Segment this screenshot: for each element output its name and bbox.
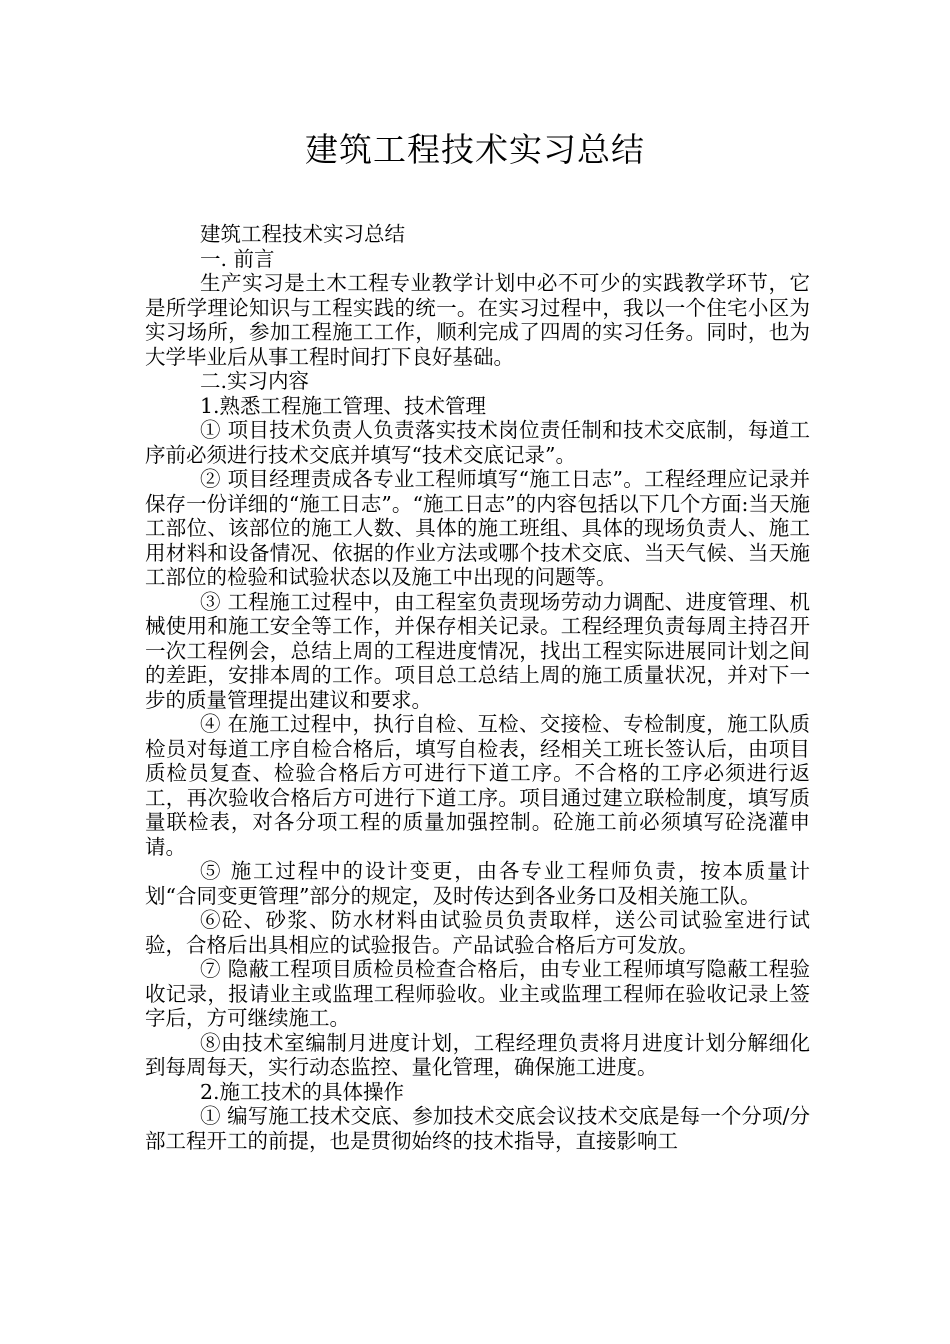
paragraph-item-6: ⑥砼、砂浆、防水材料由试验员负责取样，送公司试验室进行试验，合格后出具相应的试验报告。产品试验合格后方可发放。 [145,908,810,957]
paragraph-item-5: ⑤ 施工过程中的设计变更，由各专业工程师负责，按本质量计划“合同变更管理”部分的规定，及时传达到各业务口及相关施工队。 [145,859,810,908]
paragraph-item-7: ⑦ 隐蔽工程项目质检员检查合格后，由专业工程师填写隐蔽工程验收记录，报请业主或监理工程师验收。业主或监理工程师在验收记录上签字后，方可继续施工。 [145,957,810,1030]
paragraph-preface: 生产实习是土木工程专业教学计划中必不可少的实践教学环节，它是所学理论知识与工程实践的统一。在实习过程中，我以一个住宅小区为实习场所，参加工程施工工作，顺利完成了四周的实习任务。同时，也为大学毕业后从事工程时间打下良好基础。 [145,271,810,369]
paragraph-item-2: ② 项目经理责成各专业工程师填写“施工日志”。工程经理应记录并保存一份详细的“施工日志”。“施工日志”的内容包括以下几个方面:当天施工部位、该部位的施工人数、具体的施工班组、具体的现场负责人、施工用材料和设备情况、依据的作业方法或哪个技术交底、当天气候、当天施工部位的检验和试验状态以及施工中出现的问题等。 [145,467,810,589]
paragraph-operations-1: ① 编写施工技术交底、参加技术交底会议技术交底是每一个分项/分部工程开工的前提，也是贯彻始终的技术指导，直接影响工 [145,1104,810,1153]
section-heading-content: 二.实习内容 [200,369,310,393]
subheading-management: 1.熟悉工程施工管理、技术管理 [200,393,487,418]
subheading-operations: 2.施工技术的具体操作 [200,1079,405,1104]
section-heading-preface: 一. 前言 [200,246,275,271]
paragraph-item-8: ⑧由技术室编制月进度计划，工程经理负责将月进度计划分解细化到每周每天，实行动态监控、量化管理，确保施工进度。 [145,1030,810,1079]
paragraph-item-4: ④ 在施工过程中，执行自检、互检、交接检、专检制度，施工队质检员对每道工序自检合格后，填写自检表，经相关工班长签认后，由项目质检员复查、检验合格后方可进行下道工序。不合格的工序必须进行返工，再次验收合格后方可进行下道工序。项目通过建立联检制度，填写质量联检表，对各分项工程的质量加强控制。砼施工前必须填写砼浇灌申请。 [145,712,810,859]
paragraph-item-1: ① 项目技术负责人负责落实技术岗位责任制和技术交底制，每道工序前必须进行技术交底并填写“技术交底记录”。 [145,418,810,467]
body-subtitle: 建筑工程技术实习总结 [200,222,405,246]
document-title: 建筑工程技术实习总结 [305,130,645,169]
paragraph-item-3: ③ 工程施工过程中，由工程室负责现场劳动力调配、进度管理、机械使用和施工安全等工作，并保存相关记录。工程经理负责每周主持召开一次工程例会，总结上周的工程进度情况，找出工程实际进展同计划之间的差距，安排本周的工作。项目总工总结上周的施工质量状况，并对下一步的质量管理提出建议和要求。 [145,589,810,712]
document-body [145,222,810,1153]
